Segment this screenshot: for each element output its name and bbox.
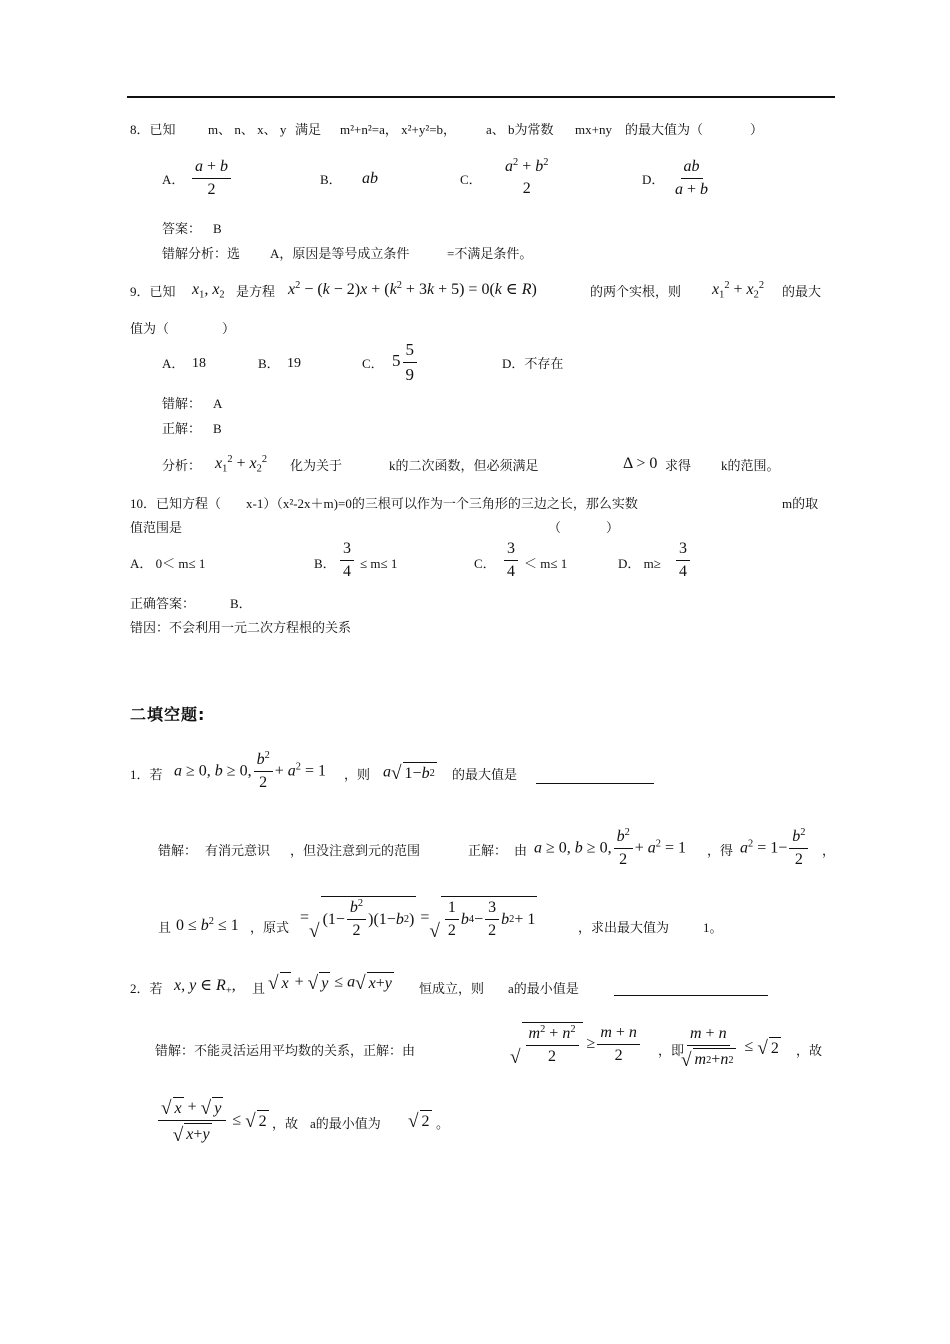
q8-equations: m²+n²=a， x²+y²=b， bbox=[340, 122, 457, 137]
fill2-explain-3: a的最小值为 bbox=[310, 1116, 381, 1131]
q10-answer-label: 正确答案： bbox=[130, 596, 196, 611]
q8-answer-value: B bbox=[213, 221, 222, 236]
q9-explain-4: 求得 bbox=[665, 458, 692, 473]
q9-option-c-value: 5 $\frac{5}{9}$ bbox=[392, 340, 419, 384]
q8-option-c-formula: $a^2 + b^2$ 2 bbox=[505, 156, 549, 198]
q8-option-c-label: C． bbox=[460, 172, 482, 187]
q10-option-b-tail: ≤ m≤ 1 bbox=[360, 556, 398, 571]
fill1-right-comma: ， bbox=[822, 843, 836, 858]
q9-option-a-value: 18 bbox=[192, 356, 206, 371]
fill1-expression: a √ 1− b 2 bbox=[383, 763, 435, 785]
q9-option-b-value: 19 bbox=[287, 356, 301, 371]
fill2-domain: x, y ∈ $R_+$, bbox=[174, 977, 236, 997]
fill2-explain-then: ，即 bbox=[658, 1043, 685, 1058]
q9-close: ） bbox=[222, 321, 236, 336]
q8-constants: a、 b为常数 bbox=[486, 122, 554, 137]
fill1-right-1: 由 bbox=[514, 843, 528, 858]
q9-roots: $x_1$, $x_2$ bbox=[192, 281, 225, 301]
q8-explain-3: =不满足条件。 bbox=[447, 246, 533, 261]
fill2-then: 恒成立，则 bbox=[419, 981, 485, 996]
fill2-tail: a的最小值是 bbox=[508, 981, 579, 996]
fill1-wrong-text: 有消元意识 bbox=[205, 843, 271, 858]
q9-line2: 值为（ bbox=[130, 321, 170, 336]
q8-option-a-formula: $\frac{a + b}{2}$ bbox=[190, 158, 233, 200]
fill1-right-label: 正解： bbox=[468, 843, 508, 858]
q9-option-b-label: B． bbox=[258, 356, 280, 371]
q9-right-label: 正解： bbox=[162, 421, 202, 436]
section-heading: 二填空题: bbox=[130, 705, 206, 724]
fill1-right-formula: = √ (1− $\frac{b^2}{2}$ )(1− b 2 ) = √ $\frac{1}{2}$ b 4 − $\frac{3}{2}$ b 2 + 1 bbox=[300, 897, 536, 942]
fill1-right-derived: $a^2 = 1-$ $\frac{b^2}{2}$ bbox=[740, 828, 810, 870]
q8-number: 8．已知 bbox=[130, 122, 176, 137]
q10-option-b-fraction: $\frac{3}{4}$ bbox=[338, 540, 356, 582]
q10-option-c-label: C． bbox=[474, 556, 496, 571]
q8-condition: 满足 bbox=[295, 122, 322, 137]
q9-sum-squares: $x_1^2 + x_2^2$ bbox=[712, 279, 765, 301]
q9-wrong-value: A bbox=[213, 396, 223, 411]
q9-max: 的最大 bbox=[782, 284, 822, 299]
fill1-tail: 的最大值是 bbox=[452, 767, 518, 782]
q9-option-c-label: C． bbox=[362, 356, 384, 371]
fill2-answer-blank bbox=[614, 995, 768, 996]
fill2-explain-2b: ，故 bbox=[272, 1116, 299, 1131]
q9-explain-expr: $x_1^2 + x_2^2$ bbox=[215, 453, 268, 475]
q9-equation: $x^2 - (k - 2)x + (k^2 + 3k + 5) = 0(k$ ∈ R) bbox=[288, 279, 537, 298]
q9-option-d: D．不存在 bbox=[502, 356, 564, 371]
q10-option-c-tail: ＜ m≤ 1 bbox=[524, 556, 568, 571]
fill1-number: 1．若 bbox=[130, 767, 163, 782]
q8-expression: mx+ny bbox=[575, 122, 612, 137]
fill2-ratio: m + n √ m 2 + n 2 ≤ √ 2 bbox=[681, 1025, 779, 1071]
fill2-number: 2．若 bbox=[130, 981, 163, 996]
q9-real-roots: 的两个实根，则 bbox=[590, 284, 682, 299]
fill2-comma: 且 bbox=[252, 981, 266, 996]
q8-variables: m、 n、 x、 y bbox=[208, 122, 287, 137]
q8-explain-1: 错解分析：选 bbox=[162, 246, 241, 261]
q8-stem-close: ） bbox=[750, 122, 764, 137]
fill1-wrong-label: 错解： bbox=[158, 843, 198, 858]
q9-right-value: B bbox=[213, 421, 222, 436]
q9-explain-3: k的二次函数，但必须满足 bbox=[389, 458, 539, 473]
q9-option-a-label: A． bbox=[162, 356, 185, 371]
q8-option-b-label: B． bbox=[320, 172, 342, 187]
fill1-range: $0 \le b^2 \le 1$ bbox=[176, 915, 239, 934]
q10-number: 10．已知方程（ bbox=[130, 496, 222, 511]
q10-option-a: A． 0＜ m≤ 1 bbox=[130, 556, 206, 571]
q8-answer-label: 答案： bbox=[162, 221, 202, 236]
fill2-mean-inequality: √ $\frac{m^2 + n^2}{2}$ ≥ $\frac{m + n}{2}$ bbox=[510, 1022, 642, 1067]
fill1-right-4: ，求出最大值为 bbox=[578, 920, 670, 935]
fill2-explain-2: ，故 bbox=[796, 1043, 823, 1058]
q8-option-d-formula: $\frac{ab}{a + b}$ bbox=[675, 158, 709, 199]
q8-option-a-label: A． bbox=[162, 172, 185, 187]
fill1-right-3: ，原式 bbox=[250, 920, 290, 935]
fill2-final-ratio: √ x + √ y √ x + y ≤ √ 2 bbox=[156, 1097, 269, 1145]
q9-number: 9．已知 bbox=[130, 284, 176, 299]
fill1-wrong-text2: ，但没注意到元的范围 bbox=[290, 843, 421, 858]
fill1-right-condition: a ≥ 0, b ≥ 0, $\frac{b^2}{2}$ + $a^2 = 1$ bbox=[534, 826, 687, 869]
q10-m: m的取 bbox=[782, 496, 819, 511]
q9-discriminant: Δ > 0 bbox=[623, 455, 658, 472]
q10-option-d-fraction: $\frac{3}{4}$ bbox=[674, 540, 692, 582]
fill1-right-value: 1。 bbox=[703, 920, 723, 935]
q9-condition: 是方程 bbox=[236, 284, 276, 299]
fill1-right-2: 且 bbox=[158, 920, 172, 935]
q8-explain-2: A，原因是等号成立条件 bbox=[270, 246, 410, 261]
header-rule bbox=[127, 96, 835, 98]
q10-paren-open: （ bbox=[548, 520, 562, 535]
q10-note: 错因：不会利用一元二次方程根的关系 bbox=[130, 620, 352, 635]
q10-option-d-label: D． m≥ bbox=[618, 556, 661, 571]
q10-answer-value: B． bbox=[230, 596, 252, 611]
fill2-explain: 错解：不能灵活运用平均数的关系，正解：由 bbox=[155, 1043, 416, 1058]
fill1-answer-blank bbox=[536, 783, 654, 784]
fill2-answer-sqrt2: √ 2 bbox=[408, 1111, 430, 1133]
q9-explain-5: k的范围。 bbox=[721, 458, 780, 473]
q10-equation: x-1）（x²-2x＋m)=0的三根可以作为一个三角形的三边之长，那么实数 bbox=[246, 496, 638, 511]
q9-explain-1: 分析： bbox=[162, 458, 202, 473]
fill1-right-then: ，得 bbox=[707, 843, 734, 858]
q8-option-d-label: D． bbox=[642, 172, 665, 187]
q8-stem-tail: 的最大值为（ bbox=[625, 122, 704, 137]
q9-explain-2: 化为关于 bbox=[290, 458, 343, 473]
q10-option-b-label: B． bbox=[314, 556, 336, 571]
q8-option-b-formula: ab bbox=[362, 170, 378, 187]
fill2-explain-end: 。 bbox=[436, 1116, 450, 1131]
q10-option-c-fraction: $\frac{3}{4}$ bbox=[502, 540, 520, 582]
q9-wrong-label: 错解： bbox=[162, 396, 202, 411]
fill1-then: ，则 bbox=[344, 767, 371, 782]
q10-paren-close: ） bbox=[606, 520, 620, 535]
fill1-condition: a ≥ 0, b ≥ 0, $\frac{b^2}{2}$ + $a^2 = 1$ bbox=[174, 749, 327, 792]
q10-line2: 值范围是 bbox=[130, 520, 183, 535]
fill2-inequality: √ x + √ y ≤ a √ x + y bbox=[268, 973, 392, 995]
